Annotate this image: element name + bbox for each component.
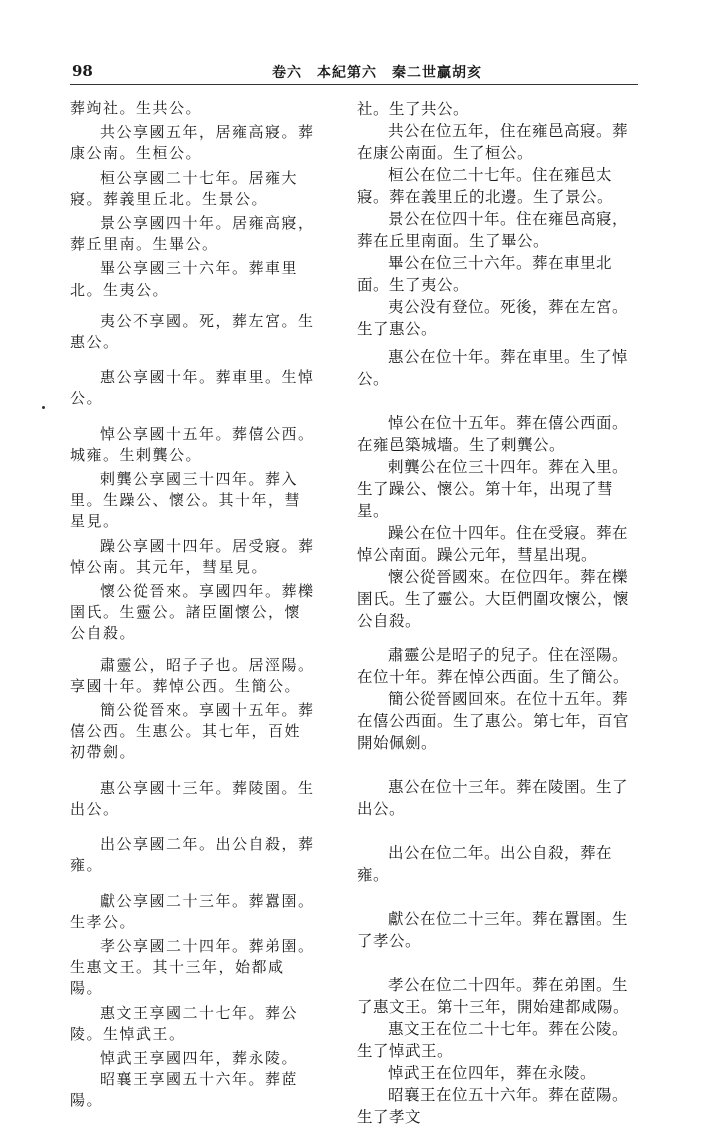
classical-paragraph: 剌龔公享國三十四年。葬入里。生躁公、懷公。其十年，彗星見。 [70, 470, 302, 531]
classical-paragraph: 悼武王享國四年，葬永陵。 [100, 1048, 299, 1067]
translation-paragraph: 剌龔公在位三十四年。葬在入里。生了躁公、懷公。第十年，出現了彗星。 [357, 458, 629, 520]
classical-paragraph: 懷公從晉來。享國四年。葬櫟圉氏。生靈公。諸臣圍懷公，懷公自殺。 [70, 582, 315, 643]
translation-paragraph: 社。生了共公。 [357, 100, 470, 118]
translation-paragraph: 昭襄王在位五十六年。葬在茝陽。生了孝文 [357, 1086, 629, 1126]
translation-paragraph: 共公在位五年，住在雍邑高寢。葬在康公南面。生了桓公。 [357, 122, 629, 162]
translation-paragraph: 夷公没有登位。死後，葬在左宮。生了惠公。 [357, 298, 629, 338]
translation-paragraph: 孝公在位二十四年。葬在弟圉。生了惠文王。第十三年，開始建都咸陽。 [357, 976, 630, 1016]
classical-paragraph: 獻公享國二十三年。葬囂圉。生孝公。 [70, 891, 315, 931]
classical-paragraph: 躁公享國十四年。居受寢。葬悼公南。其元年，彗星見。 [70, 536, 315, 576]
translation-paragraph: 惠文王在位二十七年。葬在公陵。生了悼武王。 [357, 1020, 629, 1060]
translation-paragraph: 獻公在位二十三年。葬在囂圉。生了孝公。 [357, 910, 629, 950]
translation-text-column [357, 98, 637, 1126]
classical-paragraph: 簡公從晉來。享國十五年。葬僖公西。生惠公。其七年，百姓初帶劍。 [70, 701, 315, 762]
classical-paragraph: 惠公享國十年。葬車里。生悼公。 [70, 368, 315, 408]
classical-paragraph: 景公享國四十年。居雍高寢，葬丘里南。生畢公。 [70, 214, 315, 254]
classical-paragraph: 悼公享國十五年。葬僖公西。城雍。生剌龔公。 [70, 424, 315, 464]
translation-paragraph: 桓公在位二十七年。住在雍邑太寢。葬在義里丘的北邊。生了景公。 [357, 166, 614, 206]
classical-paragraph: 惠文王享國二十七年。葬公陵。生悼武王。 [70, 1003, 299, 1043]
classical-paragraph: 共公享國五年，居雍高寢。葬康公南。生桓公。 [70, 123, 315, 163]
translation-paragraph: 躁公在位十四年。住在受寢。葬在悼公南面。躁公元年，彗星出現。 [357, 524, 629, 564]
translation-paragraph: 懷公從晉國來。在位四年。葬在櫟圉氏。生了靈公。大臣們圍攻懷公，懷公自殺。 [357, 568, 630, 630]
classical-paragraph: 夷公不享國。死，葬左宮。生惠公。 [70, 311, 315, 352]
translation-paragraph: 簡公從晉國回來。在位十五年。葬在僖公西面。生了惠公。第七年，百官開始佩劍。 [357, 690, 630, 752]
translation-paragraph: 悼武王在位四年，葬在永陵。 [388, 1064, 597, 1082]
classical-paragraph: 肅靈公，昭子子也。居涇陽。享國十年。葬悼公西。生簡公。 [70, 655, 315, 695]
classical-paragraph: 惠公享國十三年。葬陵圉。生出公。 [70, 778, 315, 818]
classical-paragraph: 孝公享國二十四年。葬弟圉。生惠文王。其十三年，始都咸陽。 [70, 936, 315, 998]
classical-paragraph: 葬竘社。生共公。 [70, 99, 203, 117]
translation-paragraph: 景公在位四十年。住在雍邑高寢，葬在丘里南面。生了畢公。 [357, 210, 629, 250]
translation-paragraph: 畢公在位三十六年。葬在車里北面。生了夷公。 [357, 254, 613, 294]
classical-paragraph: 桓公享國二十七年。居雍大寢。葬義里丘北。生景公。 [70, 168, 299, 208]
header-rule [70, 84, 638, 85]
classical-paragraph: 出公享國二年。出公自殺，葬雍。 [70, 835, 315, 875]
running-title: 卷六 本紀第六 秦二世贏胡亥 [272, 65, 482, 81]
classical-paragraph: 畢公享國三十六年。葬車里北。生夷公。 [70, 259, 299, 299]
classical-text-column [70, 98, 316, 1110]
page-number: 98 [72, 62, 93, 80]
translation-paragraph: 肅靈公是昭子的兒子。住在涇陽。在位十年。葬在悼公西面。生了簡公。 [357, 646, 630, 686]
page-header [0, 0, 716, 95]
translation-paragraph: 出公在位二年。出公自殺，葬在雍。 [357, 844, 613, 884]
margin-dot [42, 406, 45, 409]
translation-paragraph: 惠公在位十三年。葬在陵圉。生了出公。 [357, 778, 629, 818]
translation-paragraph: 悼公在位十五年。葬在僖公西面。在雍邑築城墻。生了剌龔公。 [357, 414, 629, 454]
classical-paragraph: 昭襄王享國五十六年。葬茝陽。 [70, 1070, 299, 1110]
translation-paragraph: 惠公在位十年。葬在車里。生了悼公。 [357, 348, 629, 388]
